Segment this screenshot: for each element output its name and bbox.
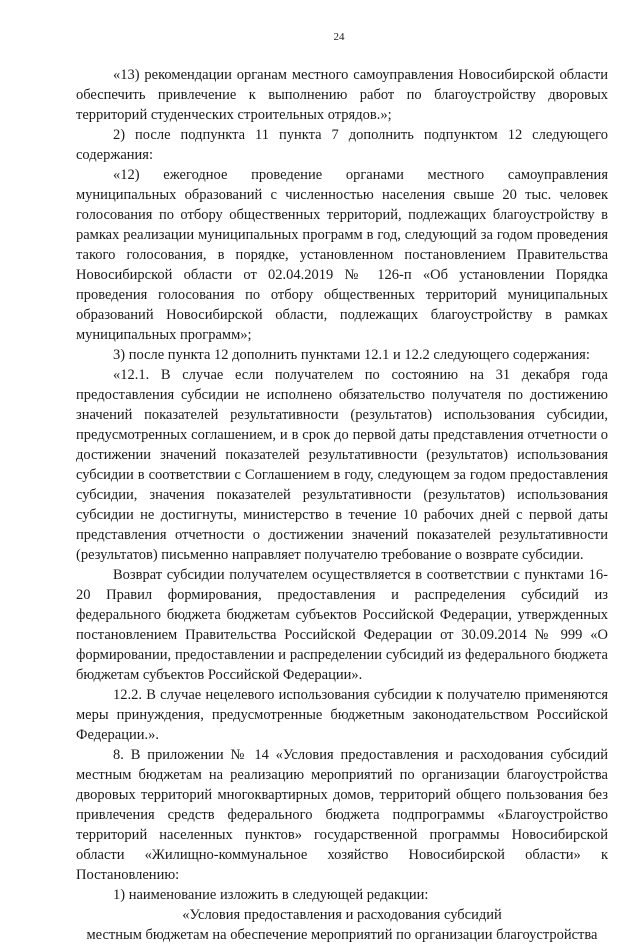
paragraph-name-change: 1) наименование изложить в следующей редакции:: [113, 887, 429, 903]
paragraph-item-12: «12) ежегодное проведение органами местного самоуправления муниципальных образований с численностью населения свыше 20 тыс. человек голосования по отбору общественных территорий, подлежащих благоустройству в рамках реализации муниципальных программ в год, следующий за годом проведения такого голосования, в порядке, установленном постановлением Правительства Новосибирской области от 02.04.2019 № 126-п «Об установлении Порядка проведения голосования по отбору общественных территорий муниципальных образований Новосибирской области, подлежащих благоустройству в рамках муниципальных программ»;: [76, 167, 608, 343]
paragraph-item-12-1: «12.1. В случае если получателем по состоянию на 31 декабря года предоставления субсидии не исполнено обязательство получателя по достижению значений показателей результативности (результатов) использования субсидии, предусмотренных соглашением, и в срок до первой даты представления отчетности о достижении значений показателей результативности (результатов) использования субсидии в соответствии с Соглашением в году, следующем за годом предоставления субсидии, значения показателей результативности (результатов) использования субсидии не достигнуты, министерство в течение 10 рабочих дней с первой даты представления отчетности о достижении значений показателей результативности (результатов) письменно направляет получателю требование о возврате субсидии.: [76, 367, 608, 563]
centered-title-line-1: «Условия предоставления и расходования субсидий: [182, 907, 502, 923]
paragraph-item-13: «13) рекомендации органам местного самоуправления Новосибирской области обеспечить привлечение к выполнению работ по благоустройству дворовых территорий студенческих строительных отрядов.»;: [76, 67, 608, 123]
page-number: 24: [333, 31, 345, 43]
centered-title-line-2: местным бюджетам на обеспечение мероприятий по организации благоустройства: [86, 927, 598, 943]
paragraph-item-12-2: 12.2. В случае нецелевого использования субсидии к получателю применяются меры принуждения, предусмотренные бюджетным законодательством Российской Федерации.».: [76, 687, 608, 743]
paragraph-amend-3: 3) после пункта 12 дополнить пунктами 12.1 и 12.2 следующего содержания:: [113, 347, 590, 363]
paragraph-section-8: 8. В приложении № 14 «Условия предоставления и расходования субсидий местным бюджетам на реализацию мероприятий по организации благоустройства дворовых территорий многоквартирных домов, территорий общего пользования без привлечения средств федерального бюджета подпрограммы «Благоустройство территорий населенных пунктов» государственной программы Новосибирской области «Жилищно-коммунальное хозяйство Новосибирской области» к Постановлению:: [76, 747, 608, 883]
paragraph-amend-2: 2) после подпункта 11 пункта 7 дополнить подпунктом 12 следующего содержания:: [76, 127, 608, 163]
paragraph-refund: Возврат субсидии получателем осуществляется в соответствии с пунктами 16-20 Правил формирования, предоставления и распределения субсидий из федерального бюджета бюджетам субъектов Российской Федерации, утвержденных постановлением Правительства Российской Федерации от 30.09.2014 № 999 «О формировании, предоставлении и распределении субсидий из федерального бюджета бюджетам субъектов Российской Федерации».: [76, 567, 608, 683]
